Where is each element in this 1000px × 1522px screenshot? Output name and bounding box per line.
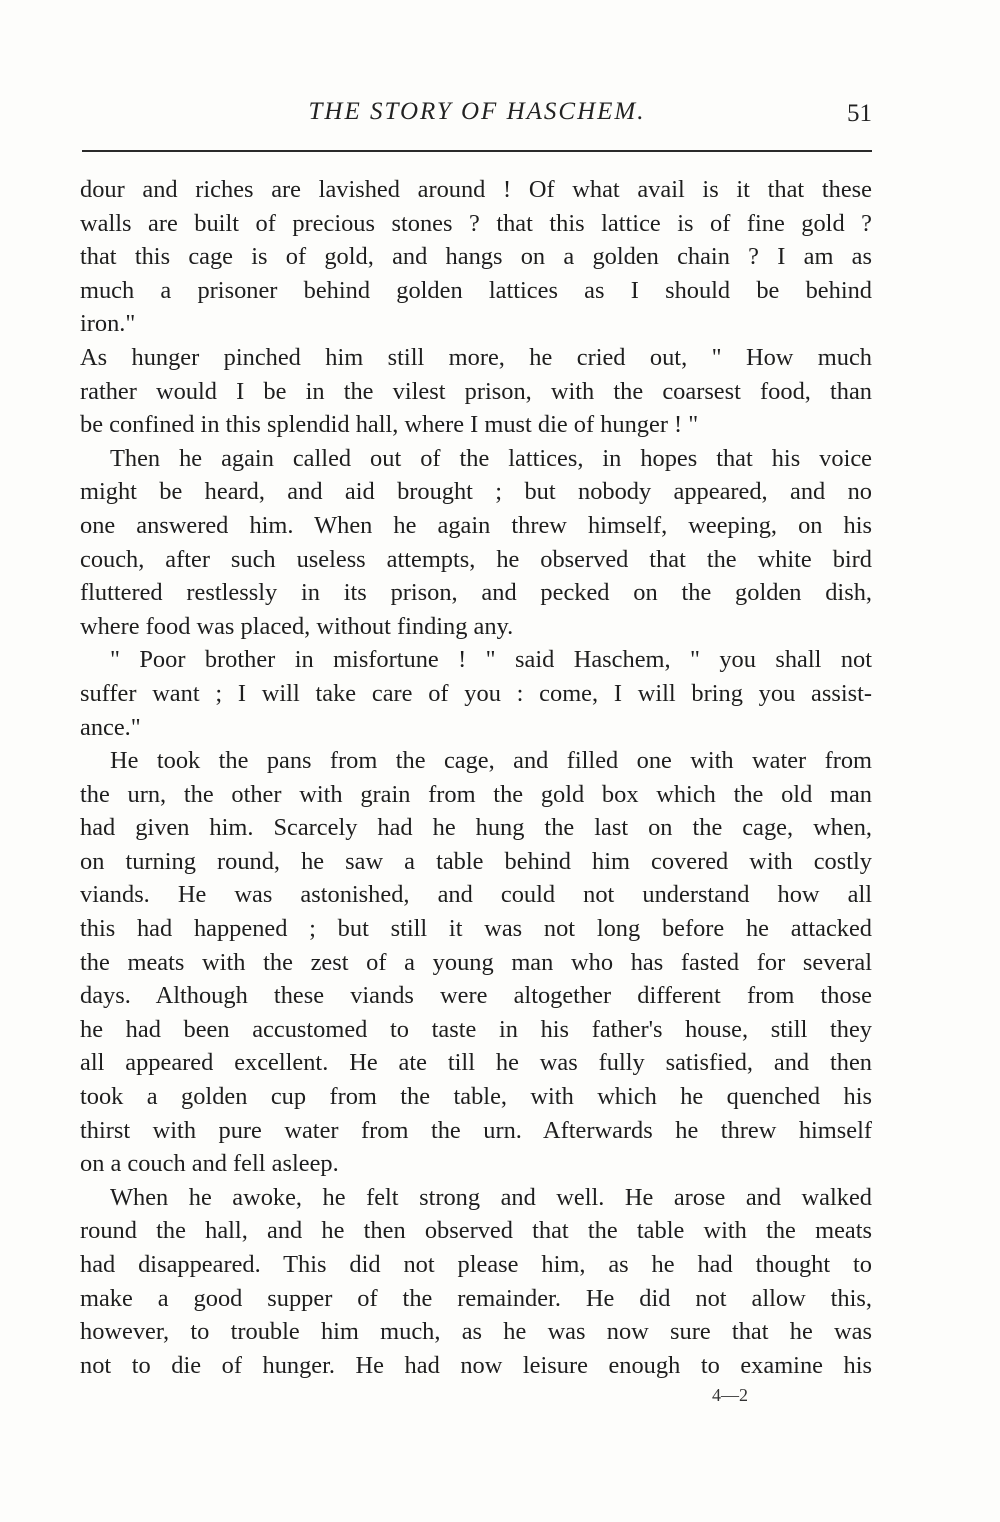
text-line: much a prisoner behind golden lattices as I should be behind	[80, 276, 872, 304]
running-title: THE STORY OF HASCHEM.	[308, 98, 646, 125]
text-line: walls are built of precious stones ? that this lattice is of fine gold ?	[80, 209, 872, 237]
text-line: dour and riches are lavished around ! Of what avail is it that these	[80, 176, 872, 203]
page-number: 51	[847, 100, 872, 127]
text-line: this had happened ; but still it was not long before he attacked	[80, 915, 872, 943]
text-line: Then he again called out of the lattices, in hopes that his voice	[110, 444, 872, 472]
text-line: days. Although these viands were altogether different from those	[80, 982, 872, 1010]
text-line: not to die of hunger. He had now leisure enough to examine his	[80, 1351, 872, 1379]
text-line: When he awoke, he felt strong and well. He arose and walked	[110, 1183, 872, 1211]
text-line: " Poor brother in misfortune ! " said Haschem, " you shall not	[110, 646, 872, 674]
text-line: thirst with pure water from the urn. Afterwards he threw himself	[80, 1116, 872, 1144]
signature-mark: 4—2	[712, 1385, 748, 1405]
text-line: one answered him. When he again threw himself, weeping, on his	[80, 511, 872, 539]
text-line: fluttered restlessly in its prison, and pecked on the golden dish,	[80, 579, 872, 607]
text-line: make a good supper of the remainder. He did not allow this,	[80, 1284, 872, 1312]
text-line: took a golden cup from the table, with which he quenched his	[80, 1083, 872, 1111]
body-text	[80, 173, 872, 1382]
text-line: where food was placed, without finding any.	[80, 612, 514, 640]
text-line: the urn, the other with grain from the gold box which the old man	[80, 780, 872, 808]
text-line: had disappeared. This did not please him, as he had thought to	[80, 1251, 872, 1278]
text-line: that this cage is of gold, and hangs on a golden chain ? I am as	[80, 243, 872, 271]
text-line: ance."	[80, 713, 141, 741]
text-line: rather would I be in the vilest prison, with the coarsest food, than	[80, 377, 872, 405]
text-line: however, to trouble him much, as he was now sure that he was	[80, 1318, 872, 1346]
text-line: be confined in this splendid hall, where I must die of hunger ! "	[80, 411, 699, 439]
text-line: he had been accustomed to taste in his father's house, still they	[80, 1015, 872, 1043]
text-line: couch, after such useless attempts, he observed that the white bird	[80, 545, 872, 573]
text-line: might be heard, and aid brought ; but nobody appeared, and no	[80, 478, 872, 506]
text-line: He took the pans from the cage, and filled one with water from	[110, 747, 872, 775]
text-line: As hunger pinched him still more, he cried out, " How much	[80, 343, 872, 371]
text-line: suffer want ; I will take care of you : come, I will bring you assist-	[80, 679, 872, 707]
text-line: the meats with the zest of a young man who has fasted for several	[80, 948, 872, 976]
text-line: on turning round, he saw a table behind him covered with costly	[80, 847, 872, 875]
text-line: all appeared excellent. He ate till he was fully satisfied, and then	[80, 1049, 872, 1077]
text-line: on a couch and fell asleep.	[80, 1150, 339, 1178]
text-line: iron."	[80, 310, 136, 338]
text-line: viands. He was astonished, and could not understand how all	[80, 881, 872, 909]
page-header	[82, 98, 872, 138]
header-rule	[82, 150, 872, 152]
text-line: round the hall, and he then observed that the table with the meats	[80, 1217, 872, 1245]
text-line: had given him. Scarcely had he hung the last on the cage, when,	[80, 814, 872, 842]
